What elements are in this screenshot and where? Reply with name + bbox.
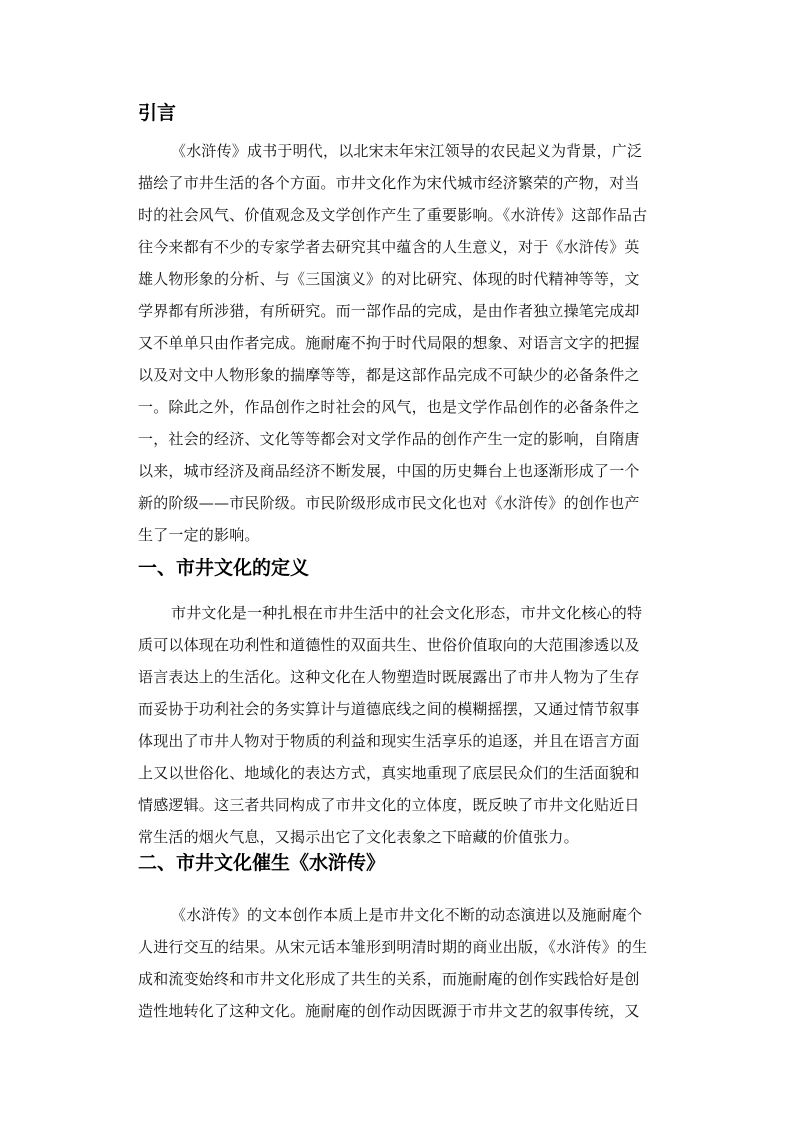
text-line: 雄人物形象的分析、与《三国演义》的对比研究、体现的时代精神等等，文 — [138, 270, 640, 288]
text-line: 人进行交互的结果。从宋元话本雏形到明清时期的商业出版，《水浒传》的生 — [138, 938, 648, 956]
text-line: 而妥协于功利社会的务实算计与道德底线之间的模糊摇摆，又通过情节叙事 — [138, 700, 640, 718]
text-line: 学界都有所涉猎，有所研究。而一部作品的完成，是由作者独立操笔完成却 — [138, 302, 640, 320]
text-line: 一，社会的经济、文化等等都会对文学作品的创作产生一定的影响，自隋唐 — [138, 430, 640, 448]
text-line: 一。除此之外，作品创作之时社会的风气，也是文学作品创作的必备条件之 — [138, 398, 640, 416]
text-line: 语言表达上的生活化。这种文化在人物塑造时既展露出了市井人物为了生存 — [138, 668, 640, 686]
text-line: 以及对文中人物形象的揣摩等等，都是这部作品完成不可缺少的必备条件之 — [138, 366, 640, 384]
text-line: 以来，城市经济及商品经济不断发展，中国的历史舞台上也逐渐形成了一个 — [138, 462, 640, 480]
text-line: 质可以体现在功利性和道德性的双面共生、世俗价值取向的大范围渗透以及 — [138, 636, 640, 654]
text-line: 市井文化是一种扎根在市井生活中的社会文化形态，市井文化核心的特 — [171, 604, 643, 622]
text-line: 往今来都有不少的专家学者去研究其中蕴含的人生意义，对于《水浒传》英 — [138, 238, 640, 256]
text-line: 上又以世俗化、地域化的表达方式，真实地重现了底层民众们的生活面貌和 — [138, 764, 640, 782]
paragraph-introduction — [138, 135, 658, 551]
text-line: 生了一定的影响。 — [138, 526, 260, 544]
text-line: 描绘了市井生活的各个方面。市井文化作为宋代城市经济繁荣的产物，对当 — [138, 174, 640, 192]
text-line: 又不单单只由作者完成。施耐庵不拘于时代局限的想象、对语言文字的把握 — [138, 334, 640, 352]
section-heading-shuihu: 二、市井文化催生《水浒传》 — [138, 852, 386, 874]
text-line: 《水浒传》的文本创作本质上是市井文化不断的动态演进以及施耐庵个 — [171, 906, 643, 924]
paragraph-shuihu — [138, 899, 658, 1027]
text-line: 体现出了市井人物对于物质的利益和现实生活享乐的追逐，并且在语言方面 — [138, 732, 640, 750]
text-line: 常生活的烟火气息，又揭示出它了文化表象之下暗藏的价值张力。 — [138, 828, 579, 846]
text-line: 时的社会风气、价值观念及文学创作产生了重要影响。《水浒传》这部作品古 — [138, 206, 648, 224]
text-line: 新的阶级——市民阶级。市民阶级形成市民文化也对《水浒传》的创作也产 — [138, 494, 640, 512]
text-line: 成和流变始终和市井文化形成了共生的关系，而施耐庵的创作实践恰好是创 — [138, 970, 640, 988]
paragraph-definition — [138, 597, 658, 853]
text-line: 情感逻辑。这三者共同构成了市井文化的立体度，既反映了市井文化贴近日 — [138, 796, 640, 814]
text-line: 造性地转化了这种文化。施耐庵的创作动因既源于市井文艺的叙事传统，又 — [138, 1002, 640, 1020]
text-line: 《水浒传》成书于明代，以北宋末年宋江领导的农民起义为背景，广泛 — [171, 142, 643, 160]
section-heading-definition: 一、市井文化的定义 — [138, 557, 310, 579]
section-heading-introduction: 引言 — [138, 102, 177, 124]
